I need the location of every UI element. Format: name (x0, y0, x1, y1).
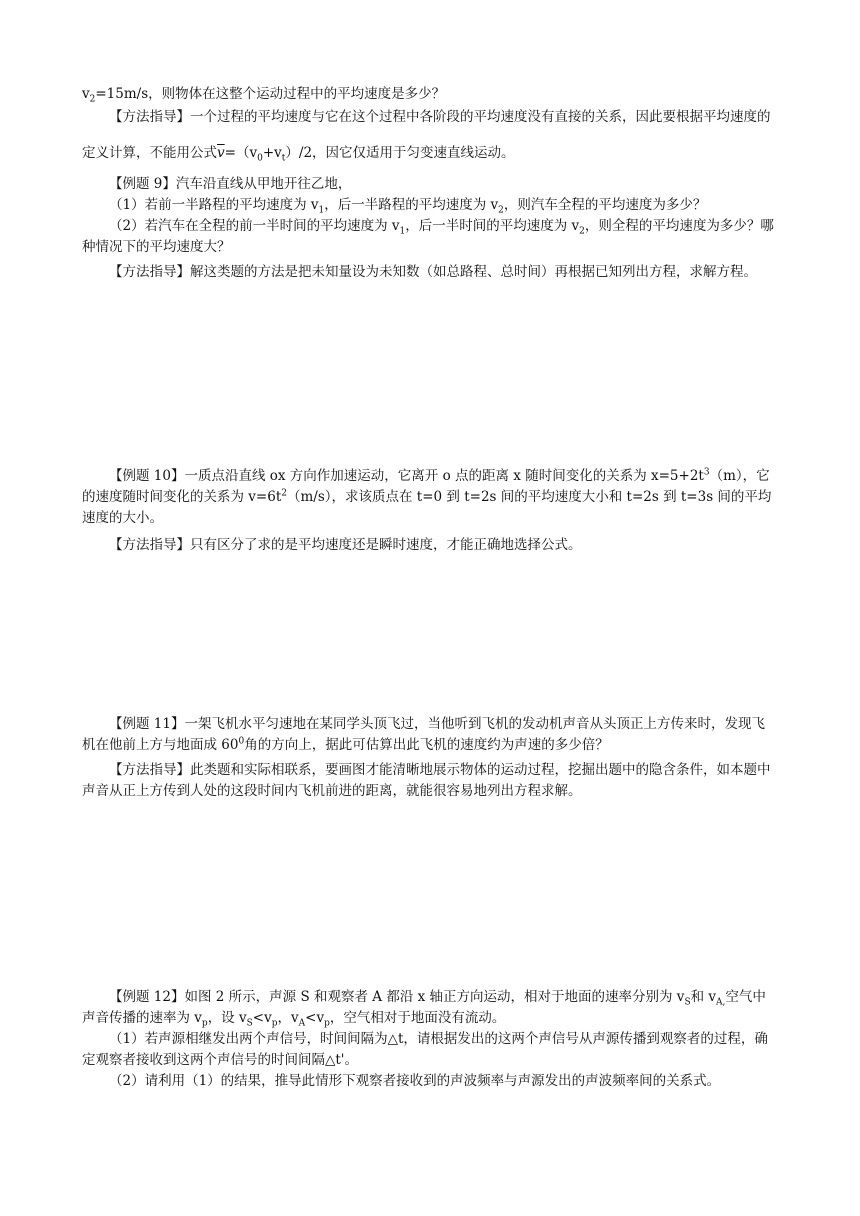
method-tip-text: 一个过程的平均速度与它在这个过程中各阶段的平均速度没有直接的关系，因此要根据平均速度的定义计算，不能用公式 (82, 109, 771, 161)
text-run: <v (252, 1010, 272, 1026)
example-9-intro-text: 汽车沿直线从甲地开往乙地， (175, 176, 352, 192)
example-9-part-2 (82, 216, 778, 258)
subscript-p: p (324, 1018, 330, 1029)
example-11-label: 【例题 11】 (109, 716, 185, 732)
example-9-part-1 (82, 195, 778, 216)
method-tip-text: 解这类题的方法是把未知量设为未知数（如总路程、总时间）再根据已知列出方程，求解方程。 (190, 264, 757, 280)
subscript-1: 1 (399, 226, 406, 237)
example-10-method-tip (82, 535, 778, 556)
text-run: <v (305, 1010, 325, 1026)
text-run: 一架飞机水平匀速地在某同学头顶飞过，当他听到飞机的发动机声音从头顶正上方传来时，发现飞机在他前上方与地面成 60 (82, 716, 765, 753)
question-tail-text: =15m/s，则物体在这整个运动过程中的平均速度是多少？ (95, 86, 446, 102)
subscript-0: 0 (257, 153, 263, 164)
text-run: 角的方向上，据此可估算出此飞机的速度约为声速的多少倍？ (244, 737, 609, 753)
text-run: 空气中声音传播的速率为 v (82, 989, 766, 1026)
subscript-A: A, (716, 997, 726, 1008)
superscript-2: 2 (281, 488, 287, 499)
text-run: ，则汽车全程的平均速度为多少？ (503, 197, 707, 213)
text-run: ，v (277, 1010, 299, 1026)
example-12-part-2: （2）请利用（1）的结果，推导此情形下观察者接收到的声波频率与声源发出的声波频率间的关系式。 (109, 1073, 721, 1089)
text-run: 如图 2 所示，声源 S 和观察者 A 都沿 x 轴正方向运动，相对于地面的速率分别为 v (184, 989, 685, 1005)
text-run: ，则全程的平均速度为多少？哪种情况下的平均速度大？ (82, 218, 774, 255)
subscript-S: S (246, 1018, 253, 1029)
example-9-method-tip (82, 262, 778, 283)
subscript-2: 2 (89, 94, 96, 105)
superscript-0: 0 (238, 736, 245, 747)
text-run: ，后一半路程的平均速度为 v (324, 197, 499, 213)
subscript-p: p (271, 1018, 278, 1029)
superscript-3: 3 (703, 467, 710, 478)
text-run: （m/s），求该质点在 t=0 到 t=2s 间的平均速度大小和 t=2s 到 t=3s 间的平均速度的大小。 (82, 489, 772, 526)
text-run: 和 v (690, 989, 717, 1005)
example-12-question (82, 987, 778, 1029)
formula-part: =（v (224, 145, 258, 161)
text-run: （m），它的速度随时间变化的关系为 v=6t (82, 468, 770, 505)
example-12-part-1: （1）若声源相继发出两个声信号，时间间隔为△t，请根据发出的这两个声信号从声源传播到观察者的过程，确定观察者接收到这两个声信号的时间间隔△t'。 (82, 1031, 768, 1068)
text-run: ，设 v (207, 1010, 247, 1026)
example-9-intro (82, 174, 778, 195)
example-10-label: 【例题 10】 (109, 468, 185, 484)
formula-part: +v (262, 145, 282, 161)
subscript-2: 2 (579, 226, 585, 237)
text-run: ，后一半时间的平均速度为 v (405, 218, 580, 234)
method-tip-label: 【方法指导】 (109, 762, 190, 778)
method-tip-label: 【方法指导】 (109, 264, 190, 280)
text-run: （2）若汽车在全程的前一半时间的平均速度为 v (109, 218, 400, 234)
subscript-S: S (684, 997, 691, 1008)
subscript-1: 1 (318, 205, 325, 216)
method-tip-text: 此类题和实际相联系，要画图才能清晰地展示物体的运动过程，挖掘出题中的隐含条件，如本题中声音从正上方传到人处的这段时间内飞机前进的距离，就能很容易地列出方程求解。 (82, 762, 771, 799)
example-11-question (82, 714, 778, 756)
method-tip-label: 【方法指导】 (109, 537, 190, 553)
text-run: ，空气相对于地面没有流动。 (329, 1010, 506, 1026)
example-11-method-tip (82, 760, 778, 802)
subscript-p: p (201, 1018, 208, 1029)
example-10-question (82, 466, 778, 529)
text-run: （1）若前一半路程的平均速度为 v (109, 197, 319, 213)
symbol-v: v (82, 86, 90, 102)
average-velocity-symbol: $\overline{v}$ (217, 145, 225, 161)
subscript-t: t (281, 153, 286, 164)
subscript-2: 2 (498, 205, 504, 216)
text-run: 一质点沿直线 ox 方向作加速运动，它离开 o 点的距离 x 随时间变化的关系为 x=5+2t (184, 468, 704, 484)
subscript-A: A (298, 1018, 306, 1029)
example-12-label: 【例题 12】 (109, 989, 185, 1005)
example-9-label: 【例题 9】 (109, 176, 176, 192)
lead-method-tip (82, 99, 778, 171)
formula-part: ）/2，因它仅适用于匀变速直线运动。 (285, 145, 515, 161)
method-tip-label: 【方法指导】 (109, 109, 190, 125)
method-tip-text: 只有区分了求的是平均速度还是瞬时速度，才能正确地选择公式。 (190, 537, 582, 553)
